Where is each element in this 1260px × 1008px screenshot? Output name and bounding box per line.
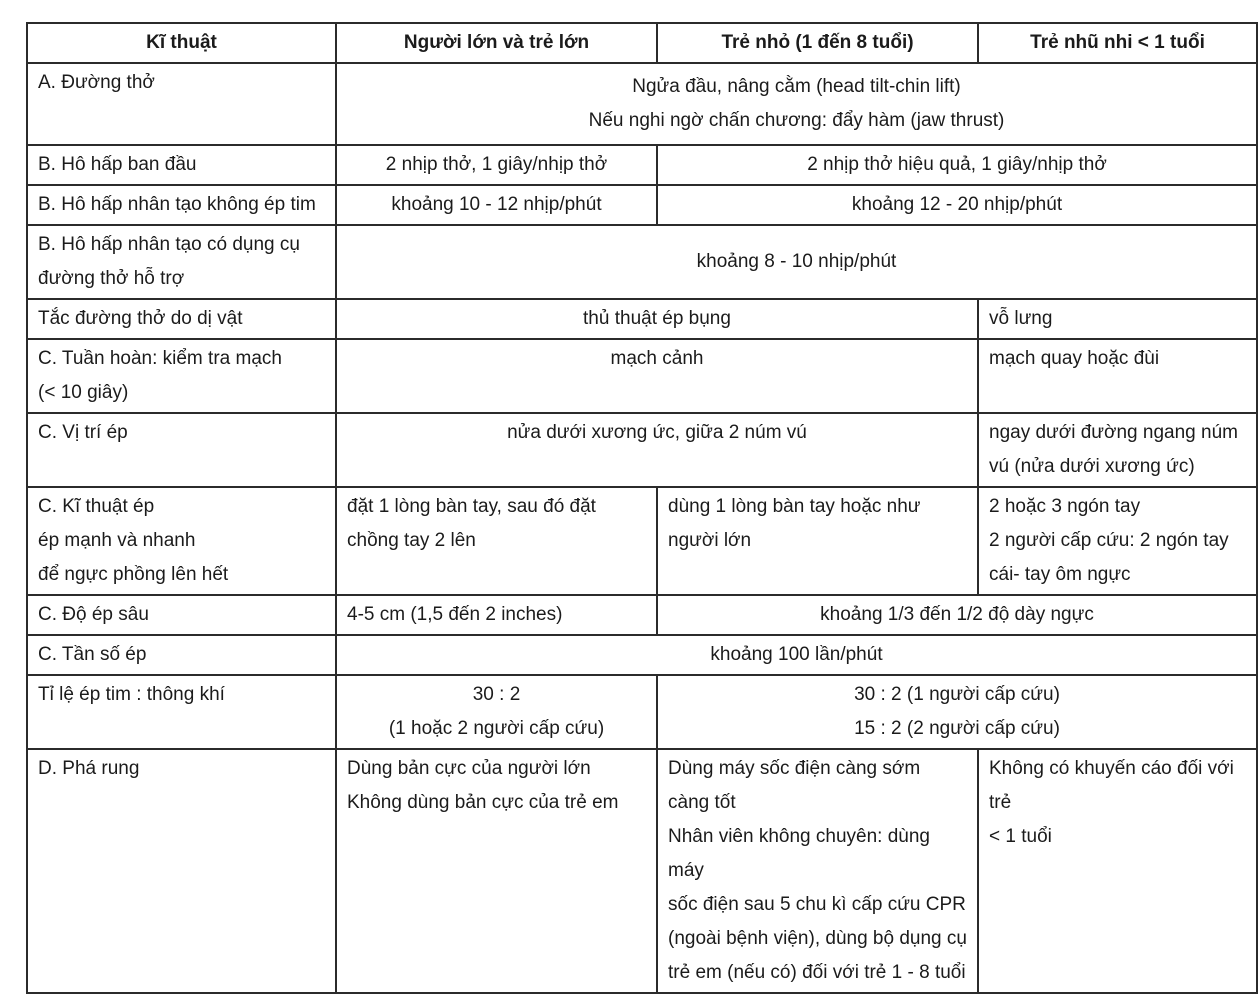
defibrillation-child bbox=[657, 749, 978, 993]
row-label: Tỉ lệ ép tim : thông khí bbox=[27, 675, 336, 749]
compression-position-infant bbox=[978, 413, 1257, 487]
row-rescue-breathing bbox=[27, 185, 1257, 225]
ratio-adult bbox=[336, 675, 657, 749]
compression-technique-child-line-2: người lớn bbox=[668, 530, 752, 551]
ratio-child-infant-line-1: 30 : 2 (1 người cấp cứu) bbox=[854, 684, 1060, 705]
compression-position-adult-child: nửa dưới xương ức, giữa 2 núm vú bbox=[336, 413, 978, 487]
ratio-child-infant bbox=[657, 675, 1257, 749]
row-label: A. Đường thở bbox=[27, 63, 336, 145]
header-technique: Kĩ thuật bbox=[27, 23, 336, 63]
ratio-child-infant-line-2: 15 : 2 (2 người cấp cứu) bbox=[854, 718, 1060, 739]
row-label: C. Độ ép sâu bbox=[27, 595, 336, 635]
cpr-comparison-table bbox=[26, 22, 1258, 994]
compression-technique-infant bbox=[978, 487, 1257, 595]
row-defibrillation bbox=[27, 749, 1257, 993]
airway-line-1: Ngửa đầu, nâng cằm (head tilt-chin lift) bbox=[632, 76, 961, 97]
row-label-line-2: đường thở hỗ trợ bbox=[38, 268, 185, 289]
defibrillation-infant-line-1: Không có khuyến cáo đối với bbox=[989, 758, 1234, 779]
row-pulse-check bbox=[27, 339, 1257, 413]
row-label-line-2: (< 10 giây) bbox=[38, 382, 129, 403]
compression-technique-child bbox=[657, 487, 978, 595]
row-label: D. Phá rung bbox=[27, 749, 336, 993]
advanced-airway-value: khoảng 8 - 10 nhịp/phút bbox=[336, 225, 1257, 299]
defibrillation-adult bbox=[336, 749, 657, 993]
rescue-breathing-child-infant: khoảng 12 - 20 nhịp/phút bbox=[657, 185, 1257, 225]
row-label bbox=[27, 487, 336, 595]
compression-depth-child-infant: khoảng 1/3 đến 1/2 độ dày ngực bbox=[657, 595, 1257, 635]
row-label: C. Tần số ép bbox=[27, 635, 336, 675]
row-compression-depth bbox=[27, 595, 1257, 635]
defibrillation-child-line-2: càng tốt bbox=[668, 792, 736, 813]
defibrillation-adult-line-1: Dùng bản cực của người lớn bbox=[347, 758, 591, 779]
defibrillation-child-line-6: trẻ em (nếu có) đối với trẻ 1 - 8 tuổi bbox=[668, 962, 966, 983]
defibrillation-child-line-1: Dùng máy sốc điện càng sớm bbox=[668, 758, 921, 779]
compression-technique-child-line-1: dùng 1 lòng bàn tay hoặc như bbox=[668, 496, 921, 517]
row-label-line-2: ép mạnh và nhanh bbox=[38, 530, 196, 551]
compression-technique-infant-line-1: 2 hoặc 3 ngón tay bbox=[989, 496, 1141, 517]
row-label-line-3: để ngực phồng lên hết bbox=[38, 564, 229, 585]
defibrillation-infant-line-3: < 1 tuổi bbox=[989, 826, 1052, 847]
airway-value bbox=[336, 63, 1257, 145]
foreign-body-infant: vỗ lưng bbox=[978, 299, 1257, 339]
rescue-breathing-adult: khoảng 10 - 12 nhịp/phút bbox=[336, 185, 657, 225]
header-infant: Trẻ nhũ nhi < 1 tuổi bbox=[978, 23, 1257, 63]
row-label bbox=[27, 339, 336, 413]
header-row bbox=[27, 23, 1257, 63]
initial-breathing-adult: 2 nhịp thở, 1 giây/nhịp thở bbox=[336, 145, 657, 185]
row-initial-breathing bbox=[27, 145, 1257, 185]
row-compression-technique bbox=[27, 487, 1257, 595]
row-airway bbox=[27, 63, 1257, 145]
defibrillation-child-line-3: Nhân viên không chuyên: dùng máy bbox=[668, 826, 930, 881]
row-advanced-airway bbox=[27, 225, 1257, 299]
ratio-adult-line-2: (1 hoặc 2 người cấp cứu) bbox=[388, 718, 605, 739]
airway-line-2: Nếu nghi ngờ chấn chương: đẩy hàm (jaw thrust) bbox=[588, 110, 1005, 131]
ratio-adult-line-1: 30 : 2 bbox=[472, 684, 521, 705]
compression-technique-adult-line-1: đặt 1 lòng bàn tay, sau đó đặt bbox=[347, 496, 596, 517]
compression-rate-value: khoảng 100 lần/phút bbox=[336, 635, 1257, 675]
compression-technique-adult bbox=[336, 487, 657, 595]
row-foreign-body bbox=[27, 299, 1257, 339]
row-label-line-1: C. Kĩ thuật ép bbox=[38, 496, 155, 517]
header-child: Trẻ nhỏ (1 đến 8 tuổi) bbox=[657, 23, 978, 63]
compression-technique-infant-line-2: 2 người cấp cứu: 2 ngón tay bbox=[989, 530, 1229, 551]
row-label: B. Hô hấp ban đầu bbox=[27, 145, 336, 185]
compression-technique-infant-line-3: cái- tay ôm ngực bbox=[989, 564, 1131, 585]
compression-position-infant-line-1: ngay dưới đường ngang núm bbox=[989, 422, 1238, 443]
page bbox=[26, 22, 1258, 994]
compression-depth-adult: 4-5 cm (1,5 đến 2 inches) bbox=[336, 595, 657, 635]
row-label: C. Vị trí ép bbox=[27, 413, 336, 487]
pulse-check-adult-child: mạch cảnh bbox=[336, 339, 978, 413]
row-label-line-1: B. Hô hấp nhân tạo có dụng cụ bbox=[38, 234, 300, 255]
pulse-check-infant: mạch quay hoặc đùi bbox=[978, 339, 1257, 413]
compression-technique-adult-line-2: chồng tay 2 lên bbox=[347, 530, 476, 551]
compression-position-infant-line-2: vú (nửa dưới xương ức) bbox=[989, 456, 1195, 477]
row-label-line-1: C. Tuần hoàn: kiểm tra mạch bbox=[38, 348, 282, 369]
row-label: Tắc đường thở do dị vật bbox=[27, 299, 336, 339]
row-compression-rate bbox=[27, 635, 1257, 675]
row-label bbox=[27, 225, 336, 299]
initial-breathing-child-infant: 2 nhịp thở hiệu quả, 1 giây/nhịp thở bbox=[657, 145, 1257, 185]
row-compression-position bbox=[27, 413, 1257, 487]
row-label: B. Hô hấp nhân tạo không ép tim bbox=[27, 185, 336, 225]
foreign-body-adult-child: thủ thuật ép bụng bbox=[336, 299, 978, 339]
defibrillation-infant bbox=[978, 749, 1257, 993]
defibrillation-child-line-5: (ngoài bệnh viện), dùng bộ dụng cụ bbox=[668, 928, 967, 949]
defibrillation-child-line-4: sốc điện sau 5 chu kì cấp cứu CPR bbox=[668, 894, 966, 915]
defibrillation-infant-line-2: trẻ bbox=[989, 792, 1012, 813]
defibrillation-adult-line-2: Không dùng bản cực của trẻ em bbox=[347, 792, 619, 813]
row-ratio bbox=[27, 675, 1257, 749]
header-adult: Người lớn và trẻ lớn bbox=[336, 23, 657, 63]
